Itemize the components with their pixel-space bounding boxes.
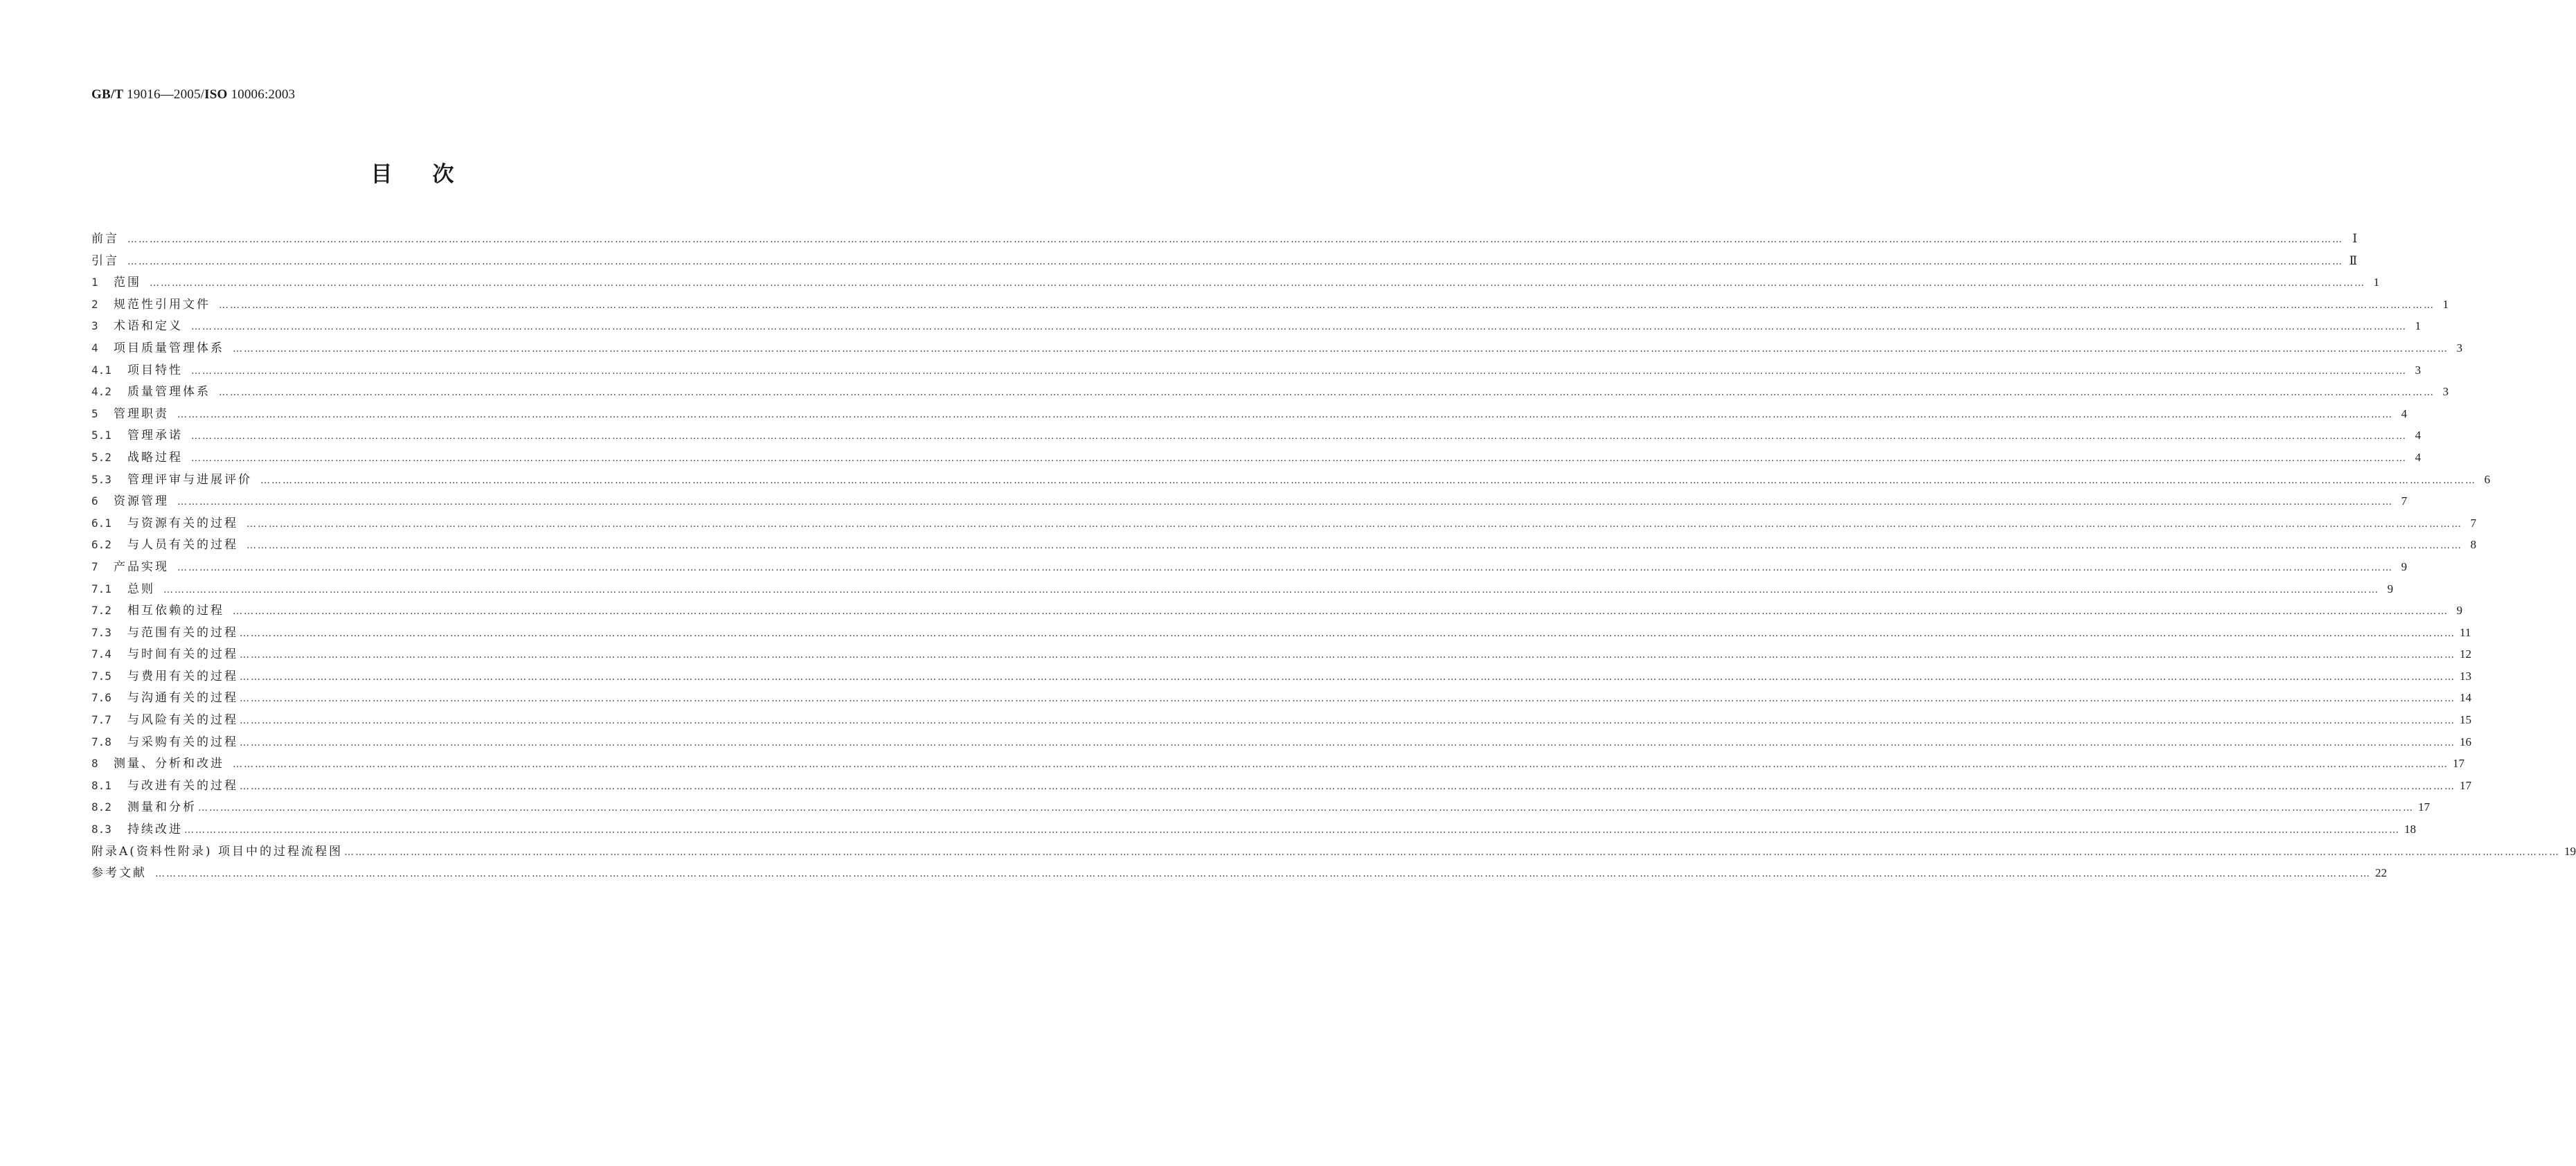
toc-leader-dots: …………………………………………………………………………………………………………………………………………………………………………………………………………………………………………………………………………………………………………………………………………………………………………………………………………………………………………………………………………………………………………………………………………………… [240, 715, 2456, 727]
toc-entry-label: 管理职责 [114, 406, 169, 421]
toc-leader-dots: …………………………………………………………………………………………………………………………………………………………………………………………………………………………………………………………………………………………………………………………………………………………………………………………………………………………………………………………………………………………………………………………………………………… [247, 540, 2462, 552]
toc-entry-label: 与风险有关的过程 [127, 713, 238, 728]
toc-leader-dots: …………………………………………………………………………………………………………………………………………………………………………………………………………………………………………………………………………………………………………………………………………………………………………………………………………………………………………………………………………………………………………………………………………………… [127, 255, 2343, 267]
toc-leader-dots: …………………………………………………………………………………………………………………………………………………………………………………………………………………………………………………………………………………………………………………………………………………………………………………………………………………………………………………………………………………………………………………………………………………… [240, 693, 2456, 705]
toc-leader-dots: …………………………………………………………………………………………………………………………………………………………………………………………………………………………………………………………………………………………………………………………………………………………………………………………………………………………………………………………………………………………………………………………………………………… [343, 846, 2560, 858]
toc-entry-number: 4.1 [91, 363, 111, 377]
toc-entry-page: 12 [2460, 647, 2471, 661]
standard-number [91, 87, 295, 102]
toc-entry[interactable] [91, 315, 2421, 337]
toc-entry-number: 5.1 [91, 429, 111, 442]
toc-leader-dots: …………………………………………………………………………………………………………………………………………………………………………………………………………………………………………………………………………………………………………………………………………………………………………………………………………………………………………………………………………………………………………………………………………………… [191, 431, 2407, 442]
toc-entry-number: 3 [91, 319, 98, 333]
iso-prefix: ISO [204, 87, 228, 102]
toc-entry-page: 18 [2404, 823, 2416, 836]
toc-leader-dots: …………………………………………………………………………………………………………………………………………………………………………………………………………………………………………………………………………………………………………………………………………………………………………………………………………………………………………………………………………………………………………………………………………………… [191, 365, 2407, 377]
toc-entry-number: 1 [91, 276, 98, 289]
toc-entry-label: 与人员有关的过程 [127, 538, 238, 553]
toc-entry-label: 管理承诺 [127, 429, 183, 443]
toc-entry[interactable] [91, 796, 2430, 818]
toc-leader-dots: …………………………………………………………………………………………………………………………………………………………………………………………………………………………………………………………………………………………………………………………………………………………………………………………………………………………………………………………………………………………………………………………………………………… [233, 343, 2449, 355]
toc-leader-dots: …………………………………………………………………………………………………………………………………………………………………………………………………………………………………………………………………………………………………………………………………………………………………………………………………………………………………………………………………………………………………………………………………………………… [177, 409, 2393, 420]
toc-leader-dots: …………………………………………………………………………………………………………………………………………………………………………………………………………………………………………………………………………………………………………………………………………………………………………………………………………………………………………………………………………………………………………………………………………………… [191, 452, 2407, 464]
toc-entry-page: 22 [2375, 866, 2387, 880]
gb-prefix: GB/T [91, 87, 124, 102]
toc-leader-dots: …………………………………………………………………………………………………………………………………………………………………………………………………………………………………………………………………………………………………………………………………………………………………………………………………………………………………………………………………………………………………………………………………………………… [163, 584, 2379, 595]
table-of-contents [91, 228, 2576, 884]
toc-entry-label: 总则 [127, 582, 155, 596]
toc-entry-page: 17 [2418, 800, 2430, 814]
toc-leader-dots: …………………………………………………………………………………………………………………………………………………………………………………………………………………………………………………………………………………………………………………………………………………………………………………………………………………………………………………………………………………………………………………………………………………… [233, 759, 2449, 771]
toc-entry-page: 8 [2470, 538, 2476, 552]
toc-entry[interactable] [91, 556, 2407, 578]
toc-entry-number: 7.4 [91, 647, 111, 661]
toc-entry-label: 测量、分析和改进 [114, 757, 224, 771]
toc-entry-page: 4 [2415, 450, 2421, 464]
toc-entry-label: 战略过程 [127, 450, 183, 465]
toc-entry-page: 15 [2460, 713, 2471, 727]
toc-leader-dots: …………………………………………………………………………………………………………………………………………………………………………………………………………………………………………………………………………………………………………………………………………………………………………………………………………………………………………………………………………………………………………………………………………………… [240, 671, 2456, 683]
toc-entry-number: 5.2 [91, 450, 111, 464]
toc-entry-page: 14 [2460, 691, 2471, 705]
toc-leader-dots: …………………………………………………………………………………………………………………………………………………………………………………………………………………………………………………………………………………………………………………………………………………………………………………………………………………………………………………………………………………………………………………………………………………… [219, 387, 2435, 399]
toc-entry-page: 13 [2460, 669, 2471, 683]
toc-leader-dots: …………………………………………………………………………………………………………………………………………………………………………………………………………………………………………………………………………………………………………………………………………………………………………………………………………………………………………………………………………………………………………………………………………………… [240, 780, 2456, 792]
toc-entry-number: 8.3 [91, 823, 111, 836]
toc-entry-page: 7 [2470, 516, 2476, 530]
toc-entry[interactable] [91, 512, 2476, 535]
toc-entry-page: 3 [2456, 341, 2462, 355]
toc-entry-label: 与改进有关的过程 [127, 778, 238, 793]
toc-entry[interactable] [91, 294, 2449, 316]
toc-entry-page: 4 [2415, 429, 2421, 442]
toc-entry-number: 6 [91, 494, 98, 508]
toc-entry-page: 9 [2401, 559, 2407, 573]
toc-entry-page: 1 [2442, 297, 2449, 311]
toc-entry-label: 引言 [91, 253, 119, 268]
toc-leader-dots: …………………………………………………………………………………………………………………………………………………………………………………………………………………………………………………………………………………………………………………………………………………………………………………………………………………………………………………………………………………………………………………………………………………… [233, 606, 2449, 618]
toc-leader-dots: …………………………………………………………………………………………………………………………………………………………………………………………………………………………………………………………………………………………………………………………………………………………………………………………………………………………………………………………………………………………………………………………………………………… [177, 562, 2393, 573]
toc-leader-dots: …………………………………………………………………………………………………………………………………………………………………………………………………………………………………………………………………………………………………………………………………………………………………………………………………………………………………………………………………………………………………………………………………………………… [240, 737, 2456, 748]
toc-entry[interactable] [91, 447, 2421, 469]
toc-leader-dots: …………………………………………………………………………………………………………………………………………………………………………………………………………………………………………………………………………………………………………………………………………………………………………………………………………………………………………………………………………………………………………………………………………………… [184, 825, 2400, 836]
toc-leader-dots: …………………………………………………………………………………………………………………………………………………………………………………………………………………………………………………………………………………………………………………………………………………………………………………………………………………………………………………………………………………………………………………………………………………… [219, 299, 2435, 311]
toc-entry[interactable] [91, 424, 2421, 447]
toc-entry-label: 与费用有关的过程 [127, 669, 238, 683]
toc-entry-number: 7.8 [91, 735, 111, 748]
toc-entry-page: 17 [2460, 778, 2471, 792]
toc-entry-label: 测量和分析 [127, 800, 197, 815]
toc-entry-number: 8.1 [91, 778, 111, 792]
toc-entry-number: 7.7 [91, 713, 111, 727]
toc-entry[interactable] [91, 337, 2462, 359]
toc-entry[interactable] [91, 381, 2449, 403]
toc-entry-page: 19 [2564, 844, 2576, 858]
toc-entry[interactable] [91, 271, 2379, 294]
toc-entry-page: 17 [2453, 757, 2465, 771]
toc-entry-number: 8.2 [91, 800, 111, 814]
toc-entry-label: 持续改进 [127, 823, 183, 837]
toc-entry-label: 管理评审与进展评价 [127, 472, 252, 487]
toc-entry[interactable] [91, 490, 2407, 512]
toc-entry-page: 1 [2373, 276, 2379, 289]
toc-entry-label: 质量管理体系 [127, 385, 211, 400]
toc-entry[interactable] [91, 643, 2471, 665]
toc-entry-label: 项目特性 [127, 363, 183, 377]
toc-entry[interactable] [91, 359, 2421, 382]
toc-entry-number: 6.1 [91, 516, 111, 530]
toc-entry-label: 与范围有关的过程 [127, 625, 238, 640]
toc-entry-label: 与沟通有关的过程 [127, 691, 238, 706]
toc-entry-number: 4.2 [91, 385, 111, 399]
toc-entry-page: 3 [2442, 385, 2449, 399]
page-title: 目次 [370, 162, 494, 187]
toc-entry-number: 7.1 [91, 582, 111, 595]
toc-entry-number: 7.5 [91, 669, 111, 683]
toc-entry[interactable] [91, 709, 2471, 731]
toc-entry-label: 与时间有关的过程 [127, 647, 238, 662]
toc-leader-dots: …………………………………………………………………………………………………………………………………………………………………………………………………………………………………………………………………………………………………………………………………………………………………………………………………………………………………………………………………………………………………………………………………………………… [198, 802, 2414, 814]
toc-entry-label: 附录A(资料性附录) 项目中的过程流程图 [91, 844, 343, 859]
toc-entry-page: 9 [2456, 604, 2462, 618]
toc-entry-number: 8 [91, 757, 98, 771]
toc-entry-page: 11 [2460, 625, 2471, 639]
toc-entry-page: 16 [2460, 735, 2471, 748]
toc-entry-page: 9 [2387, 582, 2393, 595]
toc-entry-page: Ⅰ [2352, 232, 2357, 245]
toc-entry-number: 4 [91, 341, 98, 355]
toc-entry[interactable] [91, 534, 2476, 556]
toc-entry[interactable] [91, 818, 2416, 841]
toc-entry[interactable] [91, 228, 2357, 250]
toc-entry-label: 相互依赖的过程 [127, 604, 224, 618]
toc-entry-number: 7.6 [91, 691, 111, 705]
toc-entry[interactable] [91, 862, 2387, 884]
toc-entry-number: 5 [91, 406, 98, 420]
toc-entry-number: 7 [91, 559, 98, 573]
toc-entry-page: Ⅱ [2349, 253, 2357, 267]
toc-entry[interactable] [91, 731, 2471, 753]
toc-entry[interactable] [91, 250, 2357, 272]
toc-entry[interactable] [91, 469, 2490, 491]
toc-entry-page: 1 [2415, 319, 2421, 333]
toc-entry[interactable] [91, 841, 2576, 863]
toc-entry[interactable] [91, 687, 2471, 709]
toc-entry-page: 3 [2415, 363, 2421, 377]
toc-entry-label: 与采购有关的过程 [127, 735, 238, 749]
toc-leader-dots: …………………………………………………………………………………………………………………………………………………………………………………………………………………………………………………………………………………………………………………………………………………………………………………………………………………………………………………………………………………………………………………………………………………… [155, 868, 2371, 880]
toc-entry[interactable] [91, 622, 2471, 644]
toc-entry-number: 7.2 [91, 604, 111, 618]
toc-leader-dots: …………………………………………………………………………………………………………………………………………………………………………………………………………………………………………………………………………………………………………………………………………………………………………………………………………………………………………………………………………………………………………………………………………………… [247, 518, 2462, 530]
toc-entry[interactable] [91, 403, 2407, 425]
toc-entry[interactable] [91, 753, 2465, 775]
toc-entry[interactable] [91, 665, 2471, 688]
toc-entry[interactable] [91, 578, 2393, 600]
toc-entry-page: 6 [2484, 472, 2490, 486]
toc-entry-label: 与资源有关的过程 [127, 516, 238, 530]
toc-leader-dots: …………………………………………………………………………………………………………………………………………………………………………………………………………………………………………………………………………………………………………………………………………………………………………………………………………………………………………………………………………………………………………………………………………………… [191, 321, 2407, 333]
toc-entry-page: 7 [2401, 494, 2407, 508]
toc-leader-dots: …………………………………………………………………………………………………………………………………………………………………………………………………………………………………………………………………………………………………………………………………………………………………………………………………………………………………………………………………………………………………………………………………………………… [127, 234, 2343, 245]
toc-entry-label: 参考文献 [91, 866, 147, 881]
toc-entry-number: 6.2 [91, 538, 111, 552]
toc-entry-number: 2 [91, 297, 98, 311]
toc-entry-page: 4 [2401, 406, 2407, 420]
toc-entry[interactable] [91, 775, 2471, 797]
toc-entry-number: 5.3 [91, 472, 111, 486]
gb-number: 19016—2005/ [123, 87, 205, 102]
toc-entry-label: 范围 [114, 276, 141, 290]
toc-leader-dots: …………………………………………………………………………………………………………………………………………………………………………………………………………………………………………………………………………………………………………………………………………………………………………………………………………………………………………………………………………………………………………………………………………………… [177, 496, 2393, 508]
toc-entry-number: 7.3 [91, 625, 111, 639]
toc-leader-dots: …………………………………………………………………………………………………………………………………………………………………………………………………………………………………………………………………………………………………………………………………………………………………………………………………………………………………………………………………………………………………………………………………………………… [240, 649, 2456, 661]
toc-leader-dots: …………………………………………………………………………………………………………………………………………………………………………………………………………………………………………………………………………………………………………………………………………………………………………………………………………………………………………………………………………………………………………………………………………………… [240, 627, 2456, 639]
iso-number: 10006:2003 [227, 87, 296, 102]
toc-entry-label: 规范性引用文件 [114, 297, 211, 312]
toc-entry-label: 项目质量管理体系 [114, 341, 224, 355]
toc-entry-label: 资源管理 [114, 494, 169, 509]
toc-leader-dots: …………………………………………………………………………………………………………………………………………………………………………………………………………………………………………………………………………………………………………………………………………………………………………………………………………………………………………………………………………………………………………………………………………………… [260, 474, 2476, 486]
toc-leader-dots: …………………………………………………………………………………………………………………………………………………………………………………………………………………………………………………………………………………………………………………………………………………………………………………………………………………………………………………………………………………………………………………………………………………… [150, 278, 2365, 289]
toc-entry-label: 产品实现 [114, 559, 169, 574]
toc-entry-label: 术语和定义 [114, 319, 183, 334]
toc-entry[interactable] [91, 600, 2462, 622]
toc-entry-label: 前言 [91, 232, 119, 246]
